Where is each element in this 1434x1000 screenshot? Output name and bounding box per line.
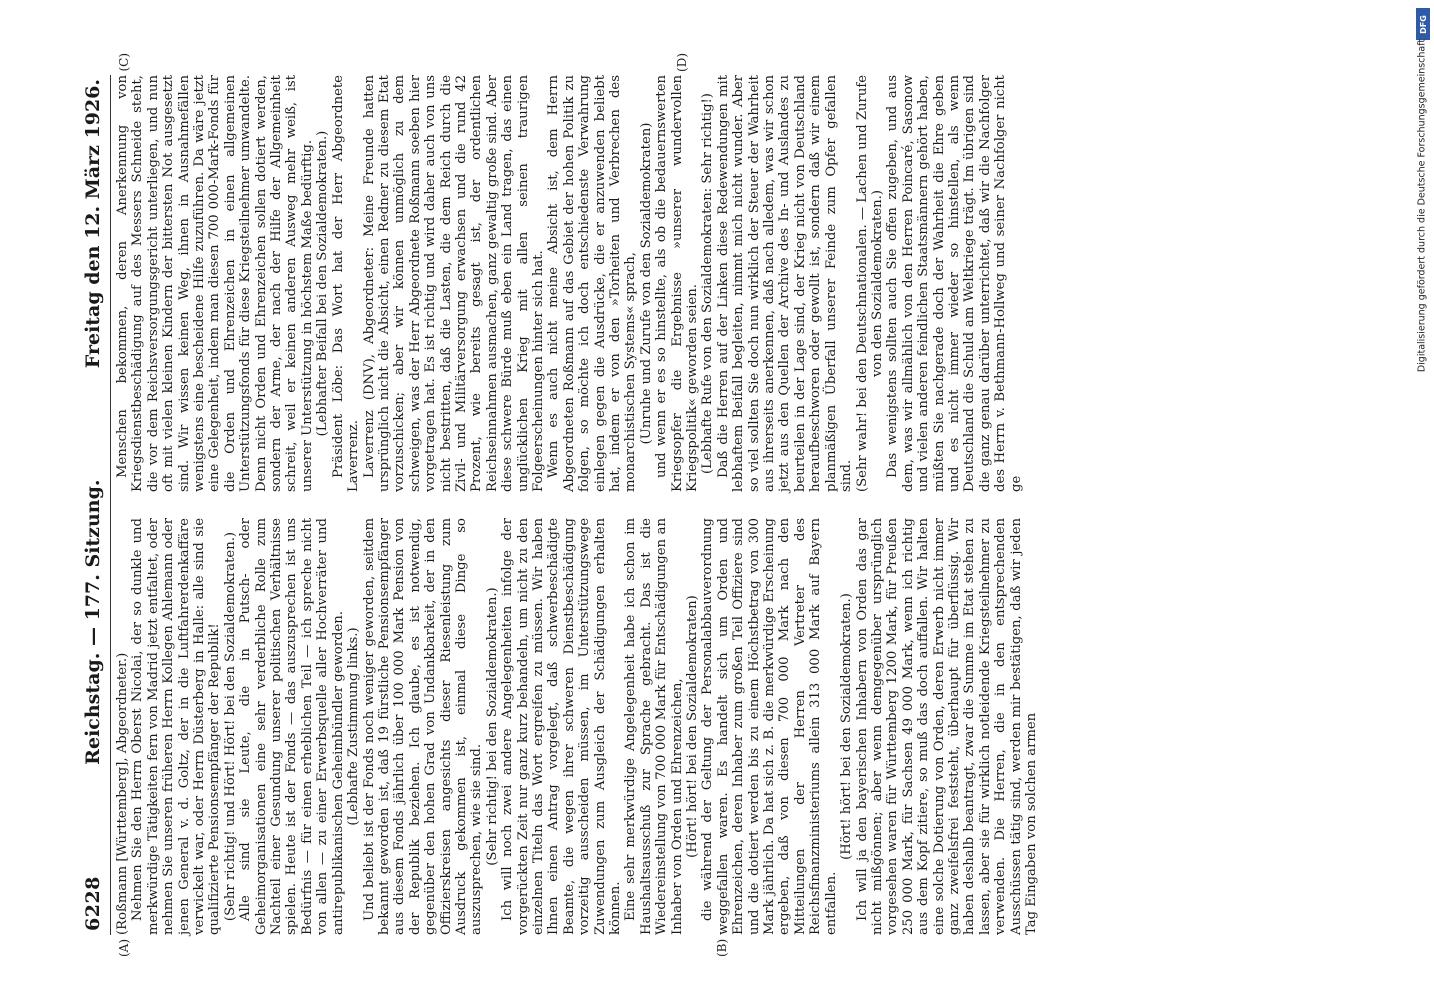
paragraph: Präsident Löbe: Das Wort hat der Herr Abgeordnete Laverrenz. xyxy=(330,75,362,492)
column-right xyxy=(115,53,1330,492)
paragraph: Und beliebt ist der Fonds noch weniger geworden, seitdem bekannt geworden ist, daß 19 fürstliche Pensionsempfänger aus diesem Fonds jährlich über 100 000 Mark Pension von der Republik beziehen. Ich glaube, es ist notwendig, gegenüber den hohen Grad von Undankbarkeit, der in den Offizierskreisen angesichts dieser Riesenleistung zum Ausdruck gekommen ist, einmal diese Dinge so auszusprechen, wie sie sind. xyxy=(361,518,485,935)
page-header xyxy=(82,75,111,935)
column-left xyxy=(115,518,1330,957)
interjection: (Unruhe und Zurufe von den Sozialdemokraten) xyxy=(638,122,654,445)
page-number: 6228 xyxy=(82,876,104,931)
interjection: (Sehr richtig! bei den Sozialdemokraten.) xyxy=(484,587,500,866)
interjection: (Lebhafte Rufe von den Sozialdemokraten: Sehr richtig!) xyxy=(700,93,716,474)
session-title: Reichstag. — 177. Sitzung. xyxy=(82,479,104,765)
session-date: Freitag den 12. März 1926. xyxy=(82,79,104,369)
interjection: (Lebhafte Zustimmung links.) xyxy=(346,627,362,826)
interjection: (Hört! hört! bei den Sozialdemokraten.) xyxy=(839,593,855,860)
text-columns xyxy=(115,53,1330,957)
dfg-logo: DFG xyxy=(1416,8,1430,40)
margin-mark-d: (D) xyxy=(675,53,689,72)
margin-mark-c: (C) xyxy=(117,53,131,72)
dfg-credit-text: Digitalisierung gefördert durch die Deutsche Forschungsgemeinschaft xyxy=(1416,38,1428,373)
newspaper-page xyxy=(82,53,1342,957)
paragraph: Ich will ja den bayerischen Inhabern von Orden das gar nicht mißgönnen; aber wenn demgegenüber ursprünglich vorgesehen waren für Württemberg 1200 Mark, für Preußen 250 000 Mark, für Sachsen 49 000 Mark, wenn ich richtig aus dem Kopf zitiere, so muß das doch auffallen. Wir halten eine solche Dotierung von Orden, deren Erwerb nicht immer ganz zweifelsfrei feststeht, überhaupt für überflüssig. Wir haben deshalb beantragt, zwar die Summe im Etat stehen zu lassen, aber sie für wirklich notleidende Kriegsteilnehmer zu verwenden. Die Herren, die in den entsprechenden Ausschüssen tätig sind, werden mir bestätigen, daß wir jeden Tag Eingaben von solchen armen xyxy=(854,518,1039,935)
margin-mark-a: (A) xyxy=(117,938,131,957)
paragraph: Menschen bekommen, deren Anerkennung von Kriegsdienstbeschädigung auf des Messers Schneide steht, die vor dem Reichsversorgungsgericht unterliegen, und nun oft mit vielen kleinen Kindern der bittersten Not ausgesetzt sind. Wir wissen keinen Weg, ihnen in Ausnahmefällen wenigstens eine bescheidene Hilfe zuzuführen. Da wäre jetzt eine Gelegenheit, indem man diesen 700 000-Mark-Fonds für die Orden und Ehrenzeichen in einen allgemeinen Unterstützungsfonds für diese Kriegsteilnehmer umwandelte. Denn nicht Orden und Ehrenzeichen sollen dotiert werden, sondern der Arme, der nach der Hilfe der Allgemeinheit schreit, weil er keinen anderen Ausweg mehr weiß, ist unserer Unterstützung in höchstem Maße bedürftig. xyxy=(115,75,315,492)
dfg-strip xyxy=(1412,0,1434,1000)
paragraph: und wenn er es so hinstellte, als ob die bedauernswerten Kriegsopfer die Ergebnisse »unserer wundervollen Kriegspolitik« geworden seien. xyxy=(654,75,701,492)
margin-mark-b: (B) xyxy=(715,938,729,957)
paragraph: Eine sehr merkwürdige Angelegenheit habe ich schon im Haushaltsausschuß zur Sprache gebracht. Das ist die Wiedereinstellung von 700 000 Mark für Entschädigungen an Inhaber von Orden und Ehrenzeichen, xyxy=(623,518,685,935)
paragraph: (Roßmann [Württemberg], Abgeordneter.) xyxy=(115,652,130,935)
paragraph: Daß die Herren auf der Linken diese Redewendungen mit lebhaftem Beifall begleiten, nimmt mich nicht wunder. Aber so viel sollten Sie doch nun wirklich der Steuer der Wahrheit aus ihrerseits anerkennen, daß nach alledem, was wir schon jetzt aus den Quellen der Archive des In- und Auslandes zu beurteilen in der Lage sind, der Krieg nicht von Deutschland heraufbeschworen oder gewollt ist, sondern daß wir einem planmäßigen Überfall unserer Feinde zum Opfer gefallen sind. xyxy=(715,75,855,492)
interjection: (Sehr richtig! und Hört! Hört! bei den Sozialdemokraten.) xyxy=(222,531,238,922)
paragraph: Alle sind sie Leute, die in Putsch- oder Geheimorganisationen eine sehr verderbliche Rolle zum Nachteil einer Gesundung unserer politischen Verhältnisse spielen. Heute ist der Fonds — das auszusprechen ist uns Bedürfnis — für einen erheblichen Teil — ich spreche nicht von allen — zu einer Erwerbsquelle aller Hochverräter und antirepublikanischen Geheimbündler geworden. xyxy=(238,518,346,935)
paragraph: die während der Geltung der Personalabbauverordnung weggefallen waren. Es handelt sich um Orden und Ehrenzeichen, deren Inhaber zum großen Teil Offiziere sind und die dotiert werden bis zu einem Höchstbetrag von 300 Mark jährlich. Da hat sich z. B. die merkwürdige Erscheinung ergeben, daß von diesen 700 000 Mark nach den Mitteilungen der Herren Vertreter des Reichsfinanzministeriums allein 313 000 Mark auf Bayern entfallen. xyxy=(700,518,839,935)
paragraph: Ich will noch zwei andere Angelegenheiten infolge der vorgerückten Zeit nur ganz kurz behandeln, um nicht zu den einzelnen Titeln das Wort ergreifen zu müssen. Wir haben Ihnen einen Antrag vorgelegt, daß schwerbeschädigte Beamte, die wegen ihrer schweren Dienstbeschädigung vorzeitig ausscheiden müssen, im Unterstützungswege Zuwendungen zum Ausgleich der Schädigungen erhalten können. xyxy=(500,518,623,935)
interjection: (Hört! hört! bei den Sozialdemokraten) xyxy=(685,595,701,858)
interjection: (Sehr wahr! bei den Deutschnationalen. — Lachen und Zurufe von den Sozialdemokraten.) xyxy=(854,74,885,492)
paragraph: Wenn es auch nicht meine Absicht ist, dem Herrn Abgeordneten Roßmann auf das Gebiet der hohen Politik zu folgen, so möchte ich doch entschiedenste Verwahrung einlegen gegen die Ausdrücke, die er anzuwenden beliebt hat, indem er von den »Torheiten und Verbrechen des monarchistischen Systems« sprach, xyxy=(546,75,639,492)
paragraph: Laverrenz (DNV), Abgeordneter: Meine Freunde hatten ursprünglich nicht die Absicht, einen Redner zu diesem Etat vorzuschicken; aber wir können unmöglich zu dem schweigen, was der Herr Abgeordnete Roßmann soeben hier vorgetragen hat. Es ist richtig und wird daher auch von uns nicht bestritten, daß die Lasten, die dem Reich durch die Zivil- und Militärversorgung erwachsen und die rund 42 Prozent, wie bereits gesagt ist, der ordentlichen Reichseinnahmen ausmachen, ganz gewaltig große sind. Aber diese schwere Bürde muß eben ein Land tragen, das einen unglücklichen Krieg mit allen seinen traurigen Folgeerscheinungen hinter sich hat. xyxy=(361,75,546,492)
paragraph: Nehmen Sie den Herrn Oberst Nicolai, der so dunkle und merkwürdige Tätigkeiten fern von Madrid jetzt entfaltet, oder nehmen Sie unseren früheren Herrn Kollegen Ahlemann oder jenen General v. d. Goltz, der in die Luftfahrerdenkaffäre verwickelt war, oder Herrn Düsterberg in Halle: alle sind sie qualifizierte Pensionsempfänger der Republik! xyxy=(130,518,223,935)
interjection: (Lebhafter Beifall bei den Sozialdemokraten.) xyxy=(315,130,331,437)
paragraph: Das wenigstens sollten auch Sie offen zugeben, und aus dem, was wir allmählich von den Herren Poincaré, Sasonow und vielen anderen feindlichen Staatsmännern gehört haben, müßten Sie nachgerade doch der Wahrheit die Ehre geben und es nicht immer wieder so hinstellen, als wenn Deutschland die Schuld am Weltkriege trägt. Im übrigen sind die ganz genau darüber unterrichtet, daß wir die Nachfolger des Herrn v. Bethmann-Hollweg und seiner Nachfolger nicht ge xyxy=(885,75,1024,492)
